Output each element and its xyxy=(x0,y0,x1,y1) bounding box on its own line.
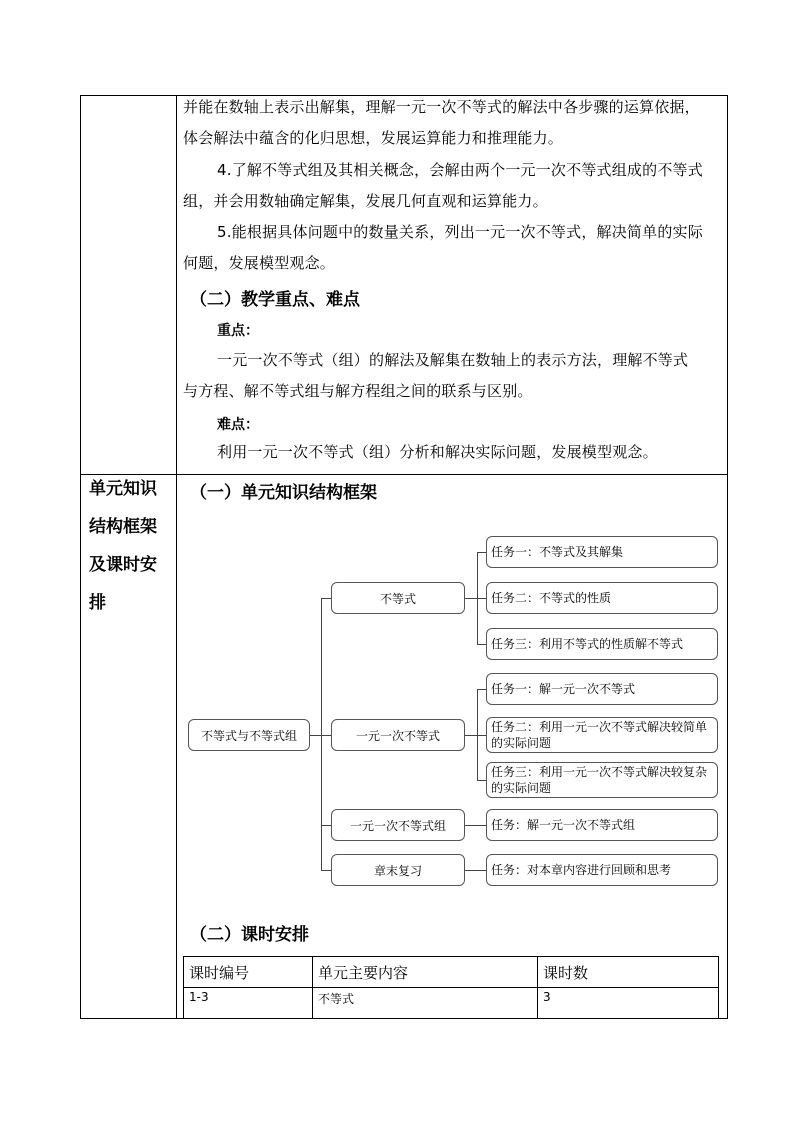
row-label-line: 及课时安 xyxy=(89,555,157,575)
task-connector xyxy=(465,870,486,871)
key-points-label: 重点： xyxy=(217,323,259,339)
node-label: 一元一次不等式组 xyxy=(349,818,446,833)
node-label: 一元一次不等式 xyxy=(355,728,440,743)
task-node xyxy=(486,673,718,705)
text-line: 组，并会用数轴确定解集，发展几何直观和运算能力。 xyxy=(183,192,548,210)
task-label: 任务三：利用不等式的性质解不等式 xyxy=(491,637,684,651)
objectives-paragraph-4 xyxy=(183,155,725,217)
root-node xyxy=(188,719,310,751)
objectives-paragraph-3 xyxy=(183,92,725,154)
section-heading-key-points: （二）教学重点、难点 xyxy=(190,290,360,310)
task-node xyxy=(486,854,718,886)
schedule-table xyxy=(183,956,719,1019)
key-points-text xyxy=(183,345,725,407)
row-label-unit-framework xyxy=(89,470,173,622)
task-label: 任务二：利用一元一次不等式解决较简单的实际问题 xyxy=(491,720,708,750)
branch-connector xyxy=(321,825,331,826)
table-column-divider xyxy=(176,95,177,1019)
schedule-heading: （二）课时安排 xyxy=(190,925,309,945)
difficulty-text xyxy=(183,437,725,468)
branch-node-linear-inequality xyxy=(331,719,465,751)
task-connector xyxy=(477,689,486,690)
task-label: 任务：解一元一次不等式组 xyxy=(491,818,636,832)
text-line: 5.能根据具体问题中的数量关系，列出一元一次不等式，解决简单的实际 xyxy=(217,223,703,241)
text-line: 与方程、解不等式组与解方程组之间的联系与区别。 xyxy=(183,382,533,400)
table-cell: 1-3 xyxy=(184,988,313,1019)
task-label: 任务三：利用一元一次不等式解决较复杂的实际问题 xyxy=(491,765,708,795)
branch-connector xyxy=(321,735,331,736)
text-line: 利用一元一次不等式（组）分析和解决实际问题，发展模型观念。 xyxy=(217,443,658,461)
table-border-right xyxy=(727,95,728,1019)
branch-node-inequality xyxy=(331,582,465,614)
task-connector xyxy=(477,644,486,645)
task-node xyxy=(486,582,718,614)
row-label-line: 单元知识 xyxy=(89,479,157,499)
text-line: 体会解法中蕴含的化归思想，发展运算能力和推理能力。 xyxy=(183,129,564,147)
table-cell: 不等式 xyxy=(313,988,538,1019)
branch-connector xyxy=(321,870,331,871)
table-row xyxy=(184,988,719,1019)
task-label: 任务一：不等式及其解集 xyxy=(491,545,624,559)
row-label-line: 排 xyxy=(89,593,106,613)
node-label: 章末复习 xyxy=(373,863,422,878)
task-connector xyxy=(477,780,486,781)
text-line: 何题，发展模型观念。 xyxy=(183,254,336,272)
task-node xyxy=(486,762,718,798)
task-connector xyxy=(465,825,486,826)
difficulty-label: 难点： xyxy=(217,417,259,433)
branch-node-inequality-system xyxy=(331,809,465,841)
task-connector xyxy=(477,598,486,599)
task-connector xyxy=(477,735,486,736)
task-node xyxy=(486,809,718,841)
node-label: 不等式 xyxy=(379,591,416,606)
task-node xyxy=(486,536,718,568)
task-label: 任务一：解一元一次不等式 xyxy=(491,682,636,696)
table-header-row xyxy=(184,957,719,988)
framework-heading: （一）单元知识结构框架 xyxy=(190,483,377,503)
text-line: 4.了解不等式组及其相关概念，会解由两个一元一次不等式组成的不等式 xyxy=(217,161,703,179)
node-label: 不等式与不等式组 xyxy=(200,728,297,743)
column-header: 课时数 xyxy=(538,957,719,988)
task-label: 任务：对本章内容进行回顾和思考 xyxy=(491,863,672,877)
objectives-paragraph-5 xyxy=(183,217,725,279)
text-line: 一元一次不等式（组）的解法及解集在数轴上的表示方法，理解不等式 xyxy=(217,351,689,369)
task-node xyxy=(486,628,718,660)
table-cell: 3 xyxy=(538,988,719,1019)
table-row-divider xyxy=(80,474,728,475)
column-header: 单元主要内容 xyxy=(313,957,538,988)
task-label: 任务二：不等式的性质 xyxy=(491,591,612,605)
task-node xyxy=(486,717,718,753)
row-label-line: 结构框架 xyxy=(89,517,157,537)
task-connector xyxy=(477,552,486,553)
branch-connector xyxy=(321,598,331,599)
text-line: 并能在数轴上表示出解集，理解一元一次不等式的解法中各步骤的运算依据， xyxy=(183,98,700,116)
column-header: 课时编号 xyxy=(184,957,313,988)
table-border-left xyxy=(80,95,81,1019)
branch-node-chapter-review xyxy=(331,854,465,886)
